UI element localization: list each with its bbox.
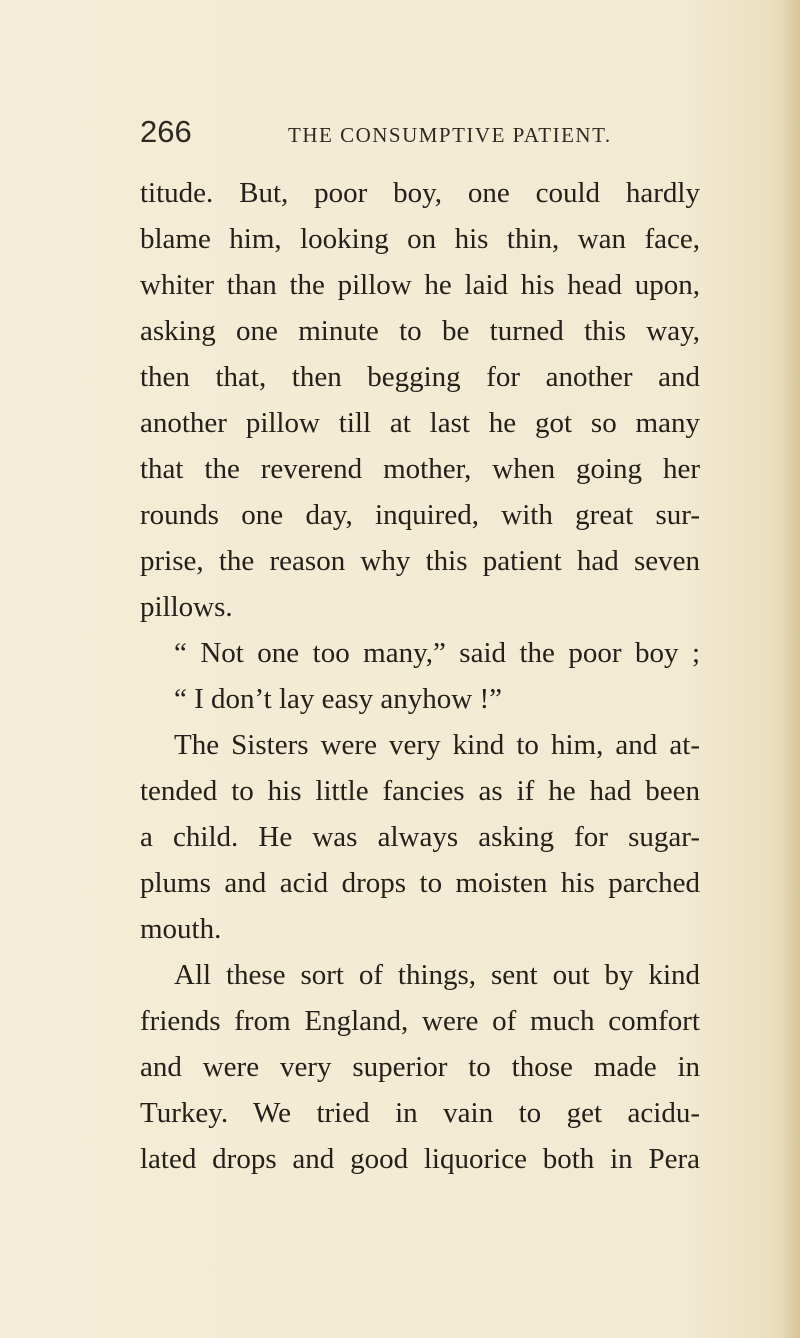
text-line-11: “ Not one too many,” said the poor boy ;: [174, 637, 700, 669]
text-line-3: whiter than the pillow he laid his head upon,: [140, 269, 700, 301]
text-line-22: lated drops and good liquorice both in Pera: [140, 1143, 700, 1175]
body-text: [140, 170, 700, 1182]
running-head: THE CONSUMPTIVE PATIENT.: [288, 123, 612, 147]
text-line-21: Turkey. We tried in vain to get acidu-: [140, 1097, 700, 1129]
text-line-2: blame him, looking on his thin, wan face,: [140, 223, 700, 255]
text-line-16: plums and acid drops to moisten his parched: [140, 867, 700, 899]
text-line-6: another pillow till at last he got so many: [140, 407, 700, 439]
text-line-12: “ I don’t lay easy anyhow !”: [174, 683, 503, 715]
page-edge-stain: [782, 0, 800, 1338]
text-line-7: that the reverend mother, when going her: [140, 453, 700, 485]
text-line-13: The Sisters were very kind to him, and at-: [174, 729, 700, 761]
text-line-8: rounds one day, inquired, with great sur-: [140, 499, 700, 531]
text-line-17: mouth.: [140, 913, 222, 945]
text-line-14: tended to his little fancies as if he had been: [140, 775, 700, 807]
text-line-1: titude. But, poor boy, one could hardly: [140, 177, 700, 209]
text-line-15: a child. He was always asking for sugar-: [140, 821, 700, 853]
text-line-18: All these sort of things, sent out by kind: [174, 959, 700, 991]
text-line-10: pillows.: [140, 591, 233, 623]
text-line-5: then that, then begging for another and: [140, 361, 700, 393]
text-line-20: and were very superior to those made in: [140, 1051, 700, 1083]
text-line-4: asking one minute to be turned this way,: [140, 315, 700, 347]
text-line-19: friends from England, were of much comfort: [140, 1005, 700, 1037]
page-number: 266: [140, 114, 192, 149]
text-line-9: prise, the reason why this patient had seven: [140, 545, 700, 577]
page-header: [140, 112, 700, 152]
